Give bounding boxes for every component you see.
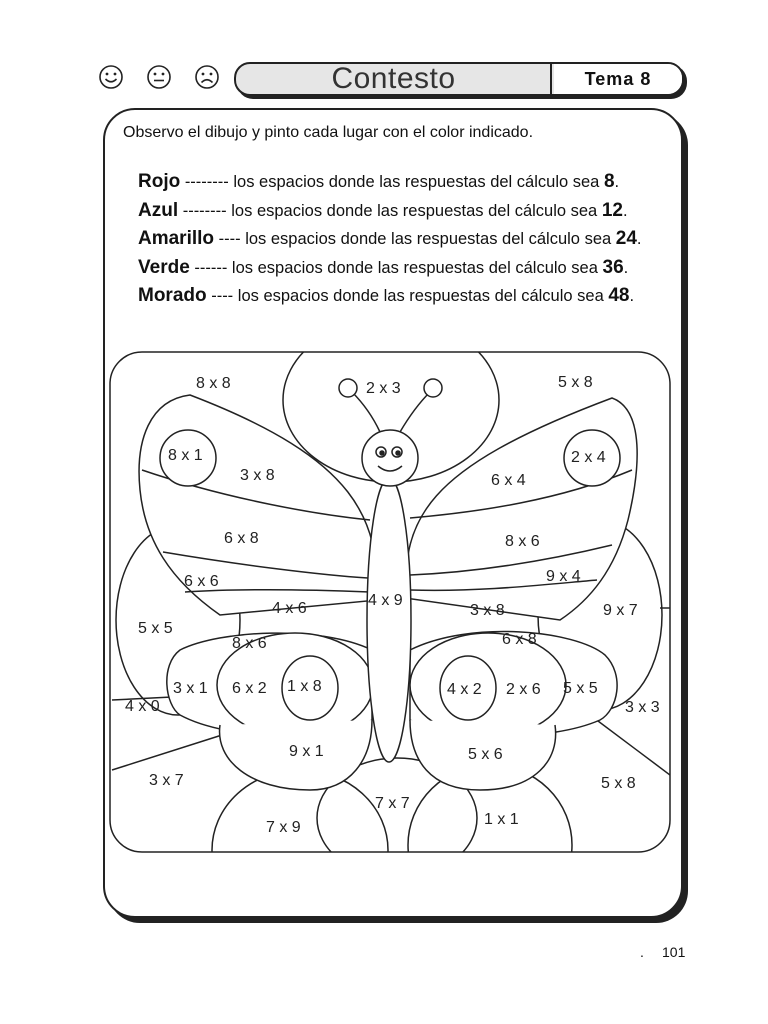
- rule-value: 24: [615, 228, 637, 249]
- rule-text: los espacios donde las respuestas del cálculo sea: [231, 201, 598, 220]
- picture-label: 3 x 8: [240, 467, 275, 484]
- butterfly-antenna: [400, 392, 430, 432]
- picture-label: 6 x 8: [502, 631, 537, 648]
- picture-label: 4 x 9: [368, 592, 403, 609]
- rule-color: Amarillo: [138, 228, 215, 249]
- rule-morado: Morado ---- los espacios donde las respuestas del cálculo sea 48.: [138, 285, 635, 306]
- rule-dashes: ----: [211, 287, 234, 305]
- picture-label: 7 x 7: [375, 795, 410, 812]
- rule-verde: Verde ------ los espacios donde las respuestas del cálculo sea 36.: [138, 256, 629, 278]
- butterfly-body: [367, 478, 411, 762]
- picture-label: 9 x 4: [546, 568, 581, 585]
- rule-value: 48: [608, 285, 630, 306]
- rule-dashes: --------: [182, 201, 227, 220]
- upper-left-wing: [139, 395, 378, 615]
- divider-line: [112, 735, 222, 770]
- rule-amarillo: Amarillo ---- los espacios donde las respuestas del cálculo sea 24.: [138, 228, 642, 249]
- divider-line: [590, 715, 670, 775]
- rule-value: 12: [601, 199, 623, 221]
- picture-label: 1 x 1: [484, 811, 519, 828]
- picture-label: 6 x 8: [224, 530, 259, 547]
- picture-label: 2 x 3: [366, 380, 401, 397]
- rule-rojo: Rojo -------- los espacios donde las respuestas del cálculo sea 8.: [138, 171, 620, 192]
- picture-label: 3 x 8: [470, 602, 505, 619]
- butterfly-pupil: [396, 451, 400, 455]
- picture-label: 5 x 6: [468, 746, 503, 763]
- picture-label: 8 x 8: [196, 375, 231, 392]
- topic-label: Tema 8: [554, 64, 682, 94]
- picture-label: 4 x 6: [272, 600, 307, 617]
- picture-label: 8 x 6: [505, 533, 540, 550]
- picture-label: 5 x 8: [558, 374, 593, 391]
- picture-label: 8 x 1: [168, 447, 203, 464]
- rule-text: los espacios donde las respuestas del cálculo sea: [233, 173, 600, 191]
- page-mark: .: [640, 944, 644, 960]
- rule-dashes: --------: [184, 173, 229, 191]
- rule-text: los espacios donde las respuestas del cálculo sea: [245, 230, 612, 248]
- bottom-left-bubble: [212, 770, 388, 930]
- butterfly-pupil: [380, 451, 384, 455]
- picture-label: 6 x 2: [232, 680, 267, 697]
- butterfly-antenna: [352, 392, 380, 432]
- rule-color: Morado: [138, 285, 207, 306]
- picture-label: 5 x 5: [138, 620, 173, 637]
- picture-label: 6 x 6: [184, 573, 219, 590]
- rule-text: los espacios donde las respuestas del cálculo sea: [231, 258, 598, 277]
- rule-text: los espacios donde las respuestas del cálculo sea: [237, 287, 604, 305]
- picture-label: 5 x 8: [601, 775, 636, 792]
- rule-azul: Azul -------- los espacios donde las respuestas del cálculo sea 12.: [138, 199, 628, 221]
- rule-color: Rojo: [138, 171, 181, 192]
- picture-label: 6 x 4: [491, 472, 526, 489]
- rule-dashes: ----: [218, 230, 241, 248]
- picture-label: 3 x 7: [149, 772, 184, 789]
- rule-value: 36: [602, 256, 624, 278]
- instruction-text: Observo el dibujo y pinto cada lugar con el color indicado.: [123, 124, 534, 141]
- picture-label: 7 x 9: [266, 819, 301, 836]
- picture-label: 9 x 1: [289, 743, 324, 760]
- rule-value: 8: [603, 171, 615, 192]
- picture-label: 2 x 6: [506, 681, 541, 698]
- page-number: 101: [662, 944, 686, 960]
- picture-label: 9 x 7: [603, 602, 638, 619]
- picture-label: 4 x 2: [447, 681, 482, 698]
- picture-label: 1 x 8: [287, 678, 322, 695]
- page-title: Contesto: [331, 62, 456, 95]
- picture-label: 5 x 5: [563, 680, 598, 697]
- picture-label: 3 x 1: [173, 680, 208, 697]
- antenna-tip: [339, 379, 357, 397]
- picture-label: 4 x 0: [125, 698, 160, 715]
- rule-dashes: ------: [194, 258, 228, 277]
- rule-color: Verde: [138, 256, 190, 278]
- picture-label: 2 x 4: [571, 449, 606, 466]
- picture-label: 3 x 3: [625, 699, 660, 716]
- picture-label: 8 x 6: [232, 635, 267, 652]
- butterfly-head: [362, 430, 418, 486]
- antenna-tip: [424, 379, 442, 397]
- rule-color: Azul: [138, 199, 179, 221]
